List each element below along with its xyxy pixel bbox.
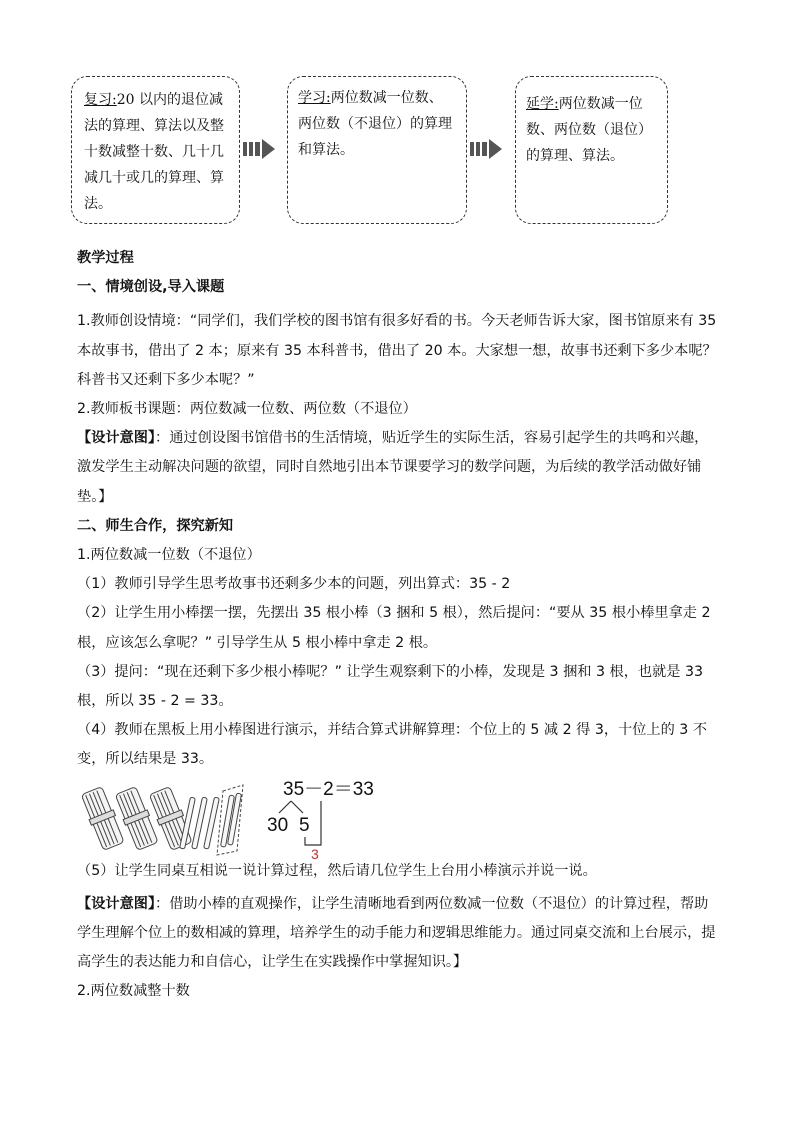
taken-sticks <box>217 785 243 855</box>
section-2-title: 二、师生合作，探究新知 <box>77 517 234 534</box>
stick-bundle-illustration <box>77 775 721 859</box>
section-2-design-intent <box>77 890 721 978</box>
section-2-step-4: （4）教师在黑板上用小棒图进行演示，并结合算式讲解算理：个位上的 5 减 2 得 3，十位上的 3 不变，所以结果是 33。 <box>77 722 708 768</box>
process-title: 教学过程 <box>77 250 134 266</box>
design-intent-label: 【设计意图】 <box>77 430 156 447</box>
section-1-paragraph-1: 1.教师创设情境：“同学们，我们学校的图书馆有很多好看的书。今天老师告诉大家，图书馆原来有 35 本故事书，借出了 2 本；原来有 35 本科普书，借出了 20 本。大家想一想，故事书还剩下多少本呢？科普书又还剩下多少本呢？” <box>77 313 717 388</box>
design-intent-text: ：通过创设图书馆借书的生活情境，贴近学生的实际生活，容易引起学生的共鸣和兴趣，激发学生主动解决问题的欲望，同时自然地引出本节课要学习的数学问题，为后续的教学活动做好铺垫。】 <box>77 430 709 505</box>
arrow-right-icon <box>470 137 510 161</box>
section-2-step-3: （3）提问：“现在还剩下多少根小棒呢？” 让学生观察剩下的小棒，发现是 3 捆和 3 根，也就是 33 根，所以 35 - 2 = 33。 <box>77 663 704 710</box>
design-intent-text: ：借助小棒的直观操作，让学生清晰地看到两位数减一位数（不退位）的计算过程，帮助学生理解个位上的数相减的算理，培养学生的动手能力和逻辑思维能力。通过同桌交流和上台展示，提高学生的表达能力和自信心，让学生在实践操作中掌握知识。】 <box>77 895 716 971</box>
split-tens: 30 <box>267 814 289 836</box>
section-1-design-intent <box>77 424 721 512</box>
stick-bundle <box>79 785 194 850</box>
section-2-step-5: （5）让学生同桌互相说一说计算过程，然后请几位学生上台用小棒演示并说一说。 <box>77 862 597 879</box>
section-2-step-1: （1）教师引导学生思考故事书还剩多少本的问题，列出算式：35 - 2 <box>77 576 511 593</box>
stick-bundles-image <box>77 775 407 859</box>
review-text: 20 以内的退位减法的算理、算法以及整十数减整十数、几十几减几十或几的算理、算法。 <box>84 92 224 212</box>
section-1-paragraph-2: 2.教师板书课题：两位数减一位数、两位数（不退位） <box>77 401 417 418</box>
equation-text: 35－2＝33 <box>283 778 374 800</box>
review-box <box>71 76 240 224</box>
loose-sticks <box>180 797 220 849</box>
split-ones: 5 <box>299 814 310 836</box>
section-2-subtitle-1: 1.两位数减一位数（不退位） <box>77 547 261 564</box>
extend-text: 两位数减一位数、两位数（退位）的算理、算法。 <box>526 96 652 164</box>
review-lead: 复习: <box>84 92 117 108</box>
learn-box <box>287 76 467 224</box>
section-1-title: 一、情境创设,导入课题 <box>77 279 225 296</box>
learn-text: 两位数减一位数、两位数（不退位）的算理和算法。 <box>298 90 452 158</box>
ones-result: 3 <box>311 845 319 859</box>
arrow-right-icon <box>243 137 283 161</box>
design-intent-label: 【设计意图】 <box>77 895 156 912</box>
learn-lead: 学习: <box>298 90 331 106</box>
extend-box <box>515 76 668 224</box>
extend-lead: 延学: <box>526 96 559 112</box>
document-body <box>77 244 721 1007</box>
section-2-subtitle-2: 2.两位数减整十数 <box>77 983 190 1000</box>
section-2-step-2: （2）让学生用小棒摆一摆，先摆出 35 根小棒（3 捆和 5 根），然后提问：“要从 35 根小棒里拿走 2 根，应该怎么拿呢？” 引导学生从 5 根小棒中拿走 2 根。 <box>77 605 711 651</box>
